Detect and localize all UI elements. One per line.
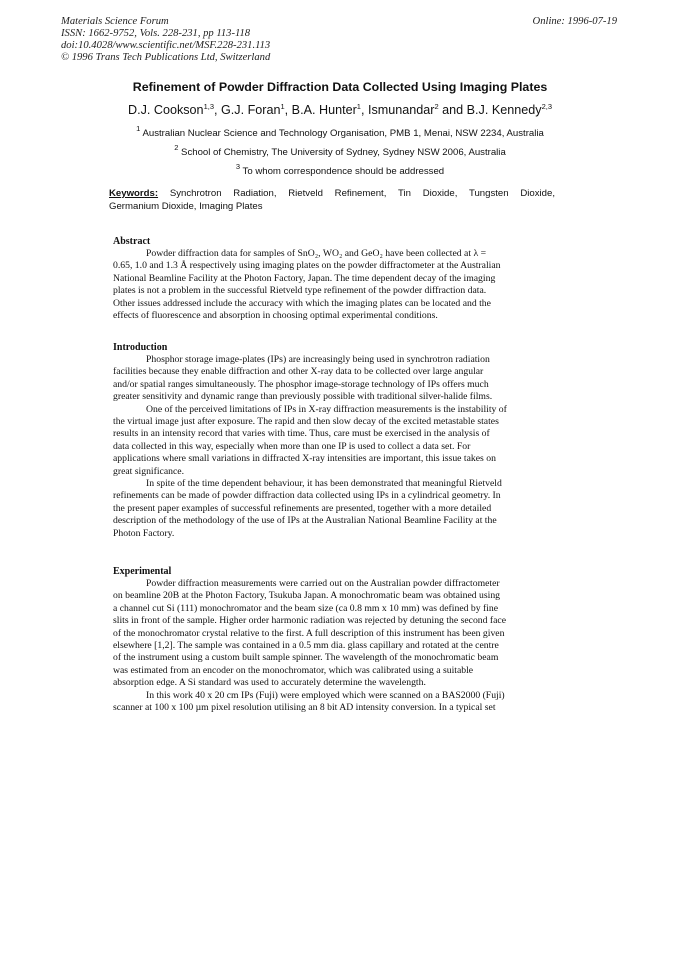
experimental-body bbox=[113, 578, 553, 714]
introduction-line: Phosphor storage image-plates (IPs) are increasingly being used in synchrotron radiation bbox=[146, 354, 490, 365]
experimental-line: of the instrument using a custom built sample spinner. The wavelength of the monochromatic beam bbox=[113, 652, 499, 664]
experimental-section bbox=[113, 566, 553, 714]
introduction-heading: Introduction bbox=[113, 342, 168, 353]
experimental-line: In this work 40 x 20 cm IPs (Fuji) were employed which were scanned on a BAS2000 (Fuji) bbox=[146, 689, 505, 701]
author-affil-mark: 1 bbox=[356, 102, 361, 111]
experimental-line: a channel cut Si (111) monochromator and the beam size (ca 0.8 mm x 10 mm) was defined by fine bbox=[113, 602, 499, 614]
introduction-section bbox=[113, 342, 553, 540]
author-sep: , bbox=[360, 103, 368, 117]
experimental-line: Powder diffraction measurements were carried out on the Australian powder diffractometer bbox=[146, 578, 500, 589]
experimental-line: slits in front of the sample. Higher order harmonic radiation was rejected by detuning the second face bbox=[113, 615, 507, 627]
author-sep: , bbox=[284, 103, 292, 117]
issn-line: ISSN: 1662-9752, Vols. 228-231, pp 113-118 bbox=[61, 28, 251, 39]
journal-name: Materials Science Forum bbox=[61, 16, 169, 27]
journal-header bbox=[61, 16, 481, 64]
abstract-line: 0.65, 1.0 and 1.3 Å respectively using imaging plates on the powder diffractometer at the Australian bbox=[113, 260, 501, 272]
introduction-line: the virtual image just after exposure. The rapid and then slow decay of the excited metastable states bbox=[113, 416, 499, 428]
online-date: Online: 1996-07-19 bbox=[532, 16, 617, 27]
author-name: Ismunandar bbox=[367, 103, 435, 117]
doi-line: doi:10.4028/www.scientific.net/MSF.228-231.113 bbox=[61, 40, 271, 51]
author-affil-mark: 1 bbox=[280, 102, 285, 111]
experimental-line: was estimated from an encoder on the monochromator, which was calibrated using a suitable bbox=[113, 664, 474, 676]
author-name: B.J. Kennedy bbox=[466, 103, 542, 117]
abstract-line: Powder diffraction data for samples of SnO₂, WO₂ and GeO₂ have been collected at λ = bbox=[146, 248, 487, 259]
keywords-block bbox=[109, 187, 555, 213]
experimental-line: scanner at 100 x 100 µm pixel resolution utilising an 8 bit AD intensity conversion. In a typical set bbox=[113, 702, 496, 714]
abstract-line: plates is not a problem in the successful Rietveld type refinement of the powder diffraction data. bbox=[113, 285, 487, 297]
experimental-heading: Experimental bbox=[113, 566, 172, 577]
paper-title: Refinement of Powder Diffraction Data Collected Using Imaging Plates bbox=[132, 80, 548, 94]
introduction-line: greater sensitivity and dynamic range than previously possible with traditional silver-halide films. bbox=[113, 391, 493, 403]
copyright-line: © 1996 Trans Tech Publications Ltd, Switzerland bbox=[61, 52, 271, 63]
affil-mark: 1 bbox=[136, 124, 141, 133]
affil-mark: 2 bbox=[174, 143, 179, 152]
keywords-line-1 bbox=[109, 187, 555, 200]
keywords-label: Keywords: bbox=[109, 188, 159, 199]
affiliation-1 bbox=[60, 124, 620, 139]
abstract-line: National Beamline Facility at the Photon Factory, Japan. The time dependent decay of the imaging bbox=[113, 272, 496, 284]
author-affil-mark: 1,3 bbox=[203, 102, 214, 111]
introduction-line: results in an intensity record that varies with time. Thus, care must be exercised in the analysis of bbox=[113, 428, 490, 440]
introduction-line: data collected in this way, especially when more than one IP is used to collect a data set. For bbox=[113, 440, 471, 452]
introduction-line: description of the methodology of the use of IPs at the Australian National Beamline Facility at the bbox=[113, 515, 497, 527]
author-name: B.A. Hunter bbox=[291, 103, 357, 117]
experimental-line: of the monochromator crystal relative to the first. A full description of this instrument has been given bbox=[113, 627, 505, 639]
affiliation-2 bbox=[60, 143, 620, 158]
abstract-line: effects of fluorescence and absorption in choosing optimal experimental conditions. bbox=[113, 310, 438, 322]
introduction-body bbox=[113, 354, 553, 540]
author-affil-mark: 2 bbox=[434, 102, 439, 111]
abstract-heading: Abstract bbox=[113, 236, 151, 247]
introduction-line: facilities because they enable diffraction and other X-ray data to be collected over large angular bbox=[113, 366, 484, 378]
affil-mark: 3 bbox=[235, 162, 241, 171]
author-affil-mark: 2,3 bbox=[541, 102, 553, 111]
affiliation-3 bbox=[60, 162, 620, 177]
author-and: and bbox=[438, 103, 467, 117]
author-name: G.J. Foran bbox=[221, 103, 281, 117]
introduction-line: and/or spatial ranges simultaneously. The phosphor image-storage technology of IPs offers much bbox=[113, 378, 489, 390]
affil-text: Australian Nuclear Science and Technology Organisation, PMB 1, Menai, NSW 2234, Australia bbox=[142, 128, 544, 139]
introduction-line: refinements can be made of powder diffraction data collected using IPs in a cylindrical geometry. In bbox=[113, 490, 501, 502]
abstract-section bbox=[113, 236, 553, 322]
introduction-line: Photon Factory. bbox=[113, 527, 175, 539]
abstract-body bbox=[113, 248, 553, 322]
affil-text: To whom correspondence should be addressed bbox=[242, 166, 445, 177]
experimental-line: absorption edge. A Si standard was used to accurately determine the wavelength. bbox=[113, 677, 426, 689]
introduction-line: the present paper examples of successful refinements are presented, together with a more detailed bbox=[113, 502, 492, 514]
introduction-line: In spite of the time dependent behaviour, it has been demonstrated that meaningful Rietveld bbox=[146, 478, 502, 490]
experimental-line: elsewhere [1,2]. The sample was contained in a 0.5 mm dia. glass capillary and rotated at the centre bbox=[113, 640, 499, 652]
author-list bbox=[70, 103, 610, 117]
author-sep: , bbox=[214, 103, 221, 117]
abstract-line: Other issues addressed include the accuracy with which the imaging plates can be located and the bbox=[113, 297, 491, 309]
introduction-line: applications where small variations in diffracted X-ray intensities are important, this issue takes on bbox=[113, 453, 496, 465]
affil-text: School of Chemistry, The University of Sydney, Sydney NSW 2006, Australia bbox=[181, 147, 506, 158]
keywords-text-1: Synchrotron Radiation, Rietveld Refinement, Tin Dioxide, Tungsten Dioxide, bbox=[169, 188, 555, 199]
keywords-line-2: Germanium Dioxide, Imaging Plates bbox=[109, 201, 263, 212]
experimental-line: on beamline 20B at the Photon Factory, Tsukuba Japan. A monochromatic beam was obtained using bbox=[113, 590, 501, 602]
introduction-line: great significance. bbox=[113, 465, 185, 477]
author-name: D.J. Cookson bbox=[127, 103, 204, 117]
introduction-line: One of the perceived limitations of IPs in X-ray diffraction measurements is the instability of bbox=[146, 403, 507, 415]
